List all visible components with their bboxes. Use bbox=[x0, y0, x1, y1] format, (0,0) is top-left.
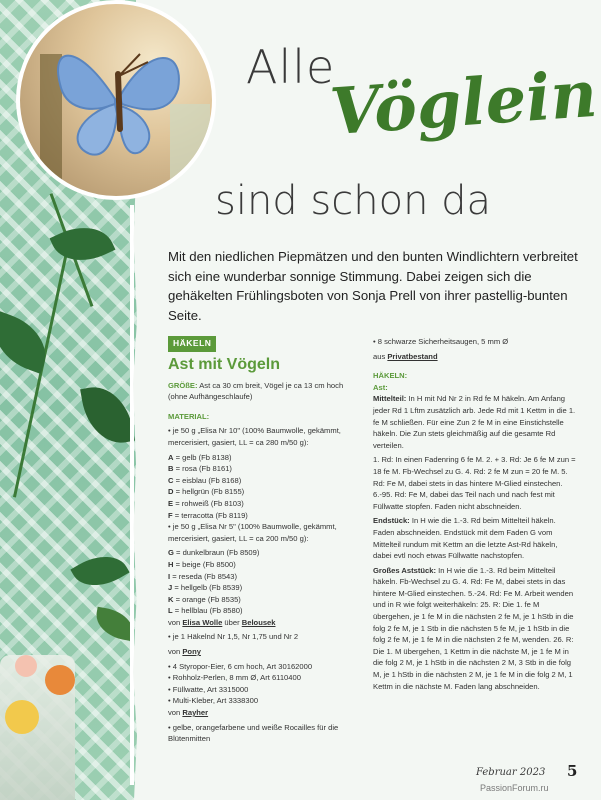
page-number: 5 bbox=[567, 762, 578, 780]
yarn-1: • je 50 g „Elisa Nr 10" (100% Baumwolle, gekämmt, mercerisiert, gasiert, LL = ca 280 m/50 g): bbox=[168, 426, 341, 447]
color-item: D = hellgrün (Fb 8155) bbox=[168, 487, 245, 497]
brand-link[interactable]: Privatbestand bbox=[387, 351, 438, 361]
material-label: MATERIAL: bbox=[168, 411, 210, 421]
hook-info: • je 1 Häkelnd Nr 1,5, Nr 1,75 und Nr 2 bbox=[168, 632, 299, 642]
color-item: J = hellgelb (Fb 8539) bbox=[168, 583, 243, 593]
crochet-flower bbox=[5, 700, 39, 734]
yarn-2: • je 50 g „Elisa Nr 5" (100% Baumwolle, gekämmt, mercerisiert, gasiert, LL = ca 200 m/50 g): bbox=[168, 522, 337, 543]
materials-list bbox=[168, 661, 358, 707]
color-list-2 bbox=[168, 547, 358, 617]
brand-link[interactable]: Pony bbox=[182, 647, 201, 657]
color-item: G = dunkelbraun (Fb 8509) bbox=[168, 548, 260, 558]
supplier-line: von Elisa Wolle über Belousek bbox=[168, 617, 276, 627]
end-part: Endstück: In H wie die 1.-3. Rd beim Mittelteil häkeln. Faden abschneiden. Endstück mit dem Faden G vom Mittelteil rundum mit Kettm an die letzte Ast-Rd häkeln, dabei evtl noch etwas Füllwatte nachstopfen. bbox=[373, 516, 558, 561]
title-line-3: sind schon da bbox=[215, 178, 492, 224]
middle-part: Mittelteil: In H mit Nd Nr 2 in Rd fe M häkeln. Am Anfang jeder Rd 1 Lftm zusätzlich arb. Jede Rd mit 1 Kettm in die 1. fe M schließen. Für eine Zun 2 fe M in eine Einstichstelle häkeln. Die Zun stets gleichmäßig auf die gesamte Rd verteilen. bbox=[373, 394, 576, 450]
color-item: K = orange (Fb 8535) bbox=[168, 594, 241, 604]
instructions-label: HÄKELN: bbox=[373, 371, 408, 381]
material-item: • Multi-Kleber, Art 3338300 bbox=[168, 696, 259, 706]
color-item: A = gelb (Fb 8138) bbox=[168, 452, 232, 462]
branch-label: Ast: bbox=[373, 382, 388, 392]
leaf bbox=[80, 382, 135, 449]
intro-paragraph: Mit den niedlichen Piepmätzen und den bunten Windlichtern verbreitet sich eine wunderbar sonnige Stimmung. Dabei zeigen sich die gehäkelten Frühlingsboten von Sonja Prell von ihrer pastellig-bunten Seite. bbox=[168, 249, 578, 323]
photo-frame-edge bbox=[130, 205, 134, 785]
eyes-info: • 8 schwarze Sicherheitsaugen, 5 mm Ø bbox=[373, 337, 509, 346]
watermark: PassionForum.ru bbox=[480, 783, 549, 793]
supplier-line: aus Privatbestand bbox=[373, 351, 438, 361]
beads-info: • gelbe, orangefarbene und weiße Rocailles für die Blütenmitten bbox=[168, 722, 339, 744]
brand-link[interactable]: Elisa Wolle bbox=[182, 617, 223, 627]
color-item: B = rosa (Fb 8161) bbox=[168, 464, 232, 474]
crochet-flower bbox=[15, 655, 37, 677]
butterfly-photo bbox=[16, 0, 216, 200]
crochet-flower bbox=[45, 665, 75, 695]
title-line-2: Vöglein bbox=[327, 56, 600, 151]
color-item: F = terracotta (Fb 8119) bbox=[168, 510, 248, 520]
round-instructions: 1. Rd: In einen Fadenring 6 fe M. 2. + 3. Rd: Je 6 fe M zun = 18 fe M. Fb-Wechsel zu G. 4. Rd: 2 fe M zun = 20 fe M. 5. Rd: Fe M, dabei stets in das hintere M-Glied einstechen. 6.-95. Rd: Fe M, dabei das Teil nach und nach fest mit Füllwatte stopfen. Faden nicht abschneiden. bbox=[373, 455, 576, 511]
right-column bbox=[373, 336, 577, 695]
color-item: H = beige (Fb 8500) bbox=[168, 559, 236, 569]
butterfly-icon bbox=[20, 4, 212, 196]
color-item: E = rohweiß (Fb 8103) bbox=[168, 498, 244, 508]
color-item: C = eisblau (Fb 8168) bbox=[168, 475, 242, 485]
size-info: GRÖßE: Ast ca 30 cm breit, Vögel je ca 13 cm hoch (ohne Aufhängeschlaufe) bbox=[168, 380, 344, 402]
footer-issue-date: Februar 2023 bbox=[476, 767, 546, 778]
large-branch: Großes Aststück: In H wie die 1.-3. Rd beim Mittelteil häkeln. Fb-Wechsel zu G. 4. Rd: Fe M, dabei stets in das hintere M-Glied einstechen. 5.-24. Rd: Fe M. Arbeit wenden und in R wie folgt weiterhäkeln: 25. R: Die 1. fe M übergehen, je 1 fe M in die nächsten 2 fe M, je 1 hStb in die folg 2 fe M, je 1 Stb in die nächsten 5 fe M, je 1 hStb in die folg 2 fe M, je 1 fe M in die nächsten 2 fe M, wenden. 26. R: Die 1. M übergehen, 1 Kettm in die nächste M, je 1 fe M in die folg 2 M, je 1 hStb in die nächsten 2 M, 3 Stb in die folg M, je 1 hStb in die nächsten 2 M, je 1 fe M in die folg 2 M, 1 Kettm in die nächste M. Faden lang abschneiden. bbox=[373, 565, 574, 691]
title-line-1: Alle bbox=[246, 40, 336, 94]
section-tag: HÄKELN bbox=[168, 336, 216, 352]
color-item: I = reseda (Fb 8543) bbox=[168, 571, 238, 581]
color-list-1 bbox=[168, 452, 358, 522]
brand-link[interactable]: Rayher bbox=[182, 708, 209, 718]
leaf bbox=[70, 545, 129, 598]
supplier-line: von Pony bbox=[168, 647, 201, 657]
color-item: L = hellblau (Fb 8580) bbox=[168, 606, 243, 616]
left-column bbox=[168, 336, 358, 748]
supplier-line: von Rayher bbox=[168, 708, 209, 718]
material-item: • 4 Styropor-Eier, 6 cm hoch, Art 30162000 bbox=[168, 661, 313, 671]
brand-link[interactable]: Belousek bbox=[241, 617, 276, 627]
material-item: • Rohholz-Perlen, 8 mm Ø, Art 6110400 bbox=[168, 673, 301, 683]
material-item: • Füllwatte, Art 3315000 bbox=[168, 684, 249, 694]
section-title: Ast mit Vögeln bbox=[168, 355, 281, 373]
